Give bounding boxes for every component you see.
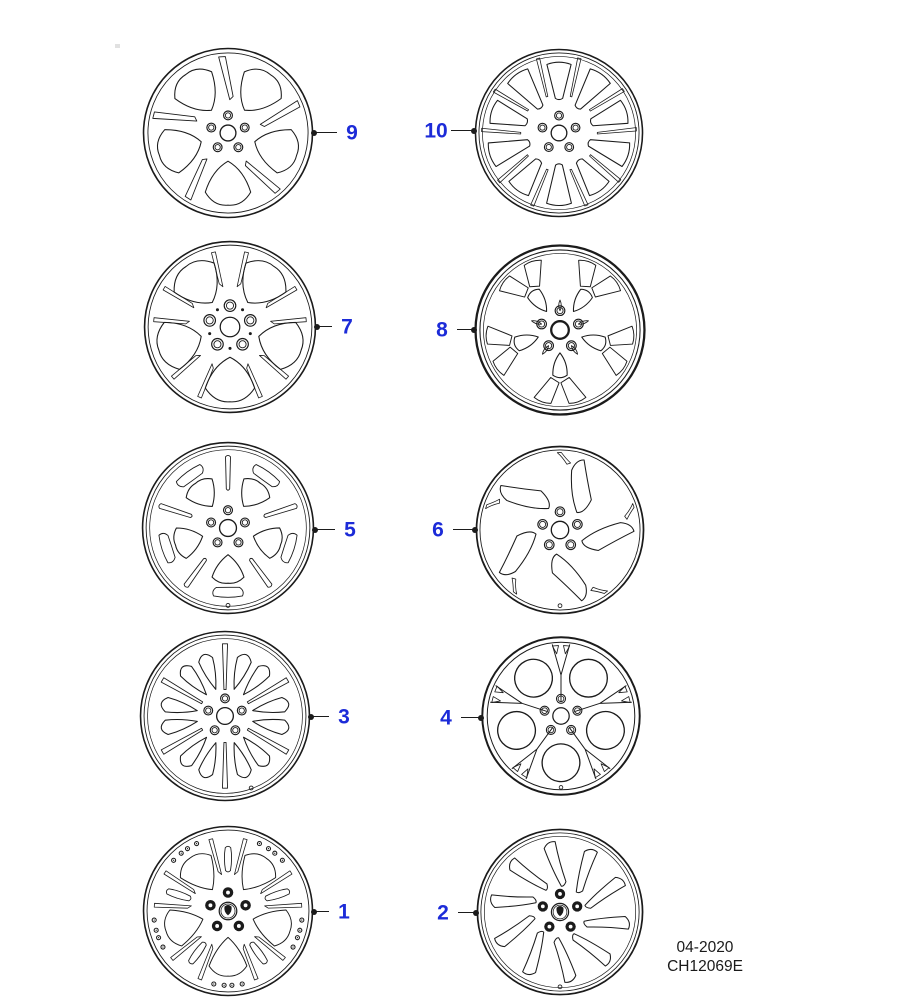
wheel-illustration-9-5-split-spoke-alloy-wheel (140, 45, 316, 221)
leader-dot-10 (471, 128, 477, 134)
callout-7[interactable]: 7 (341, 315, 353, 339)
wheel-illustration-10-10-spoke-alloy-wheel (472, 46, 646, 220)
leader-dot-2 (473, 910, 479, 916)
callout-3[interactable]: 3 (338, 705, 350, 729)
leader-dot-7 (314, 324, 320, 330)
revision-date: 04-2020 (676, 939, 734, 956)
wheel-illustration-5-5-double-spoke-alloy-wheel (139, 439, 317, 617)
drawing-number: CH12069E (667, 958, 743, 975)
wheel-illustration-8-5-y-spoke-alloy-wheel (472, 242, 648, 418)
leader-dot-1 (311, 909, 317, 915)
wheel-illustration-3-6-paired-spoke-alloy-wheel (137, 628, 313, 804)
wheel-illustration-2-10-turbine-spoke-wheel (474, 826, 646, 998)
wheel-illustration-7-5-wide-spoke-alloy-wheel (141, 238, 319, 416)
leader-line-5 (315, 529, 335, 530)
corner-artifact (115, 44, 120, 48)
leader-dot-8 (471, 327, 477, 333)
callout-2[interactable]: 2 (437, 901, 449, 925)
leader-dot-9 (311, 130, 317, 136)
wheel-illustration-6-5-swept-spoke-alloy-wheel (473, 443, 647, 617)
leader-dot-5 (312, 527, 318, 533)
drawing-footer (645, 938, 765, 976)
callout-4[interactable]: 4 (440, 706, 452, 730)
leader-dot-4 (478, 715, 484, 721)
callout-9[interactable]: 9 (346, 121, 358, 145)
leader-line-9 (314, 132, 337, 133)
leader-dot-3 (308, 714, 314, 720)
callout-8[interactable]: 8 (436, 318, 448, 342)
callout-1[interactable]: 1 (338, 900, 350, 924)
callout-5[interactable]: 5 (344, 518, 356, 542)
leader-dot-6 (472, 527, 478, 533)
wheel-illustration-4-5-hole-y-spoke-alloy-wheel (479, 634, 643, 798)
wheel-illustration-1-5-split-spoke-riveted-wheel (140, 823, 316, 999)
callout-6[interactable]: 6 (432, 518, 444, 542)
callout-10[interactable]: 10 (424, 119, 448, 143)
